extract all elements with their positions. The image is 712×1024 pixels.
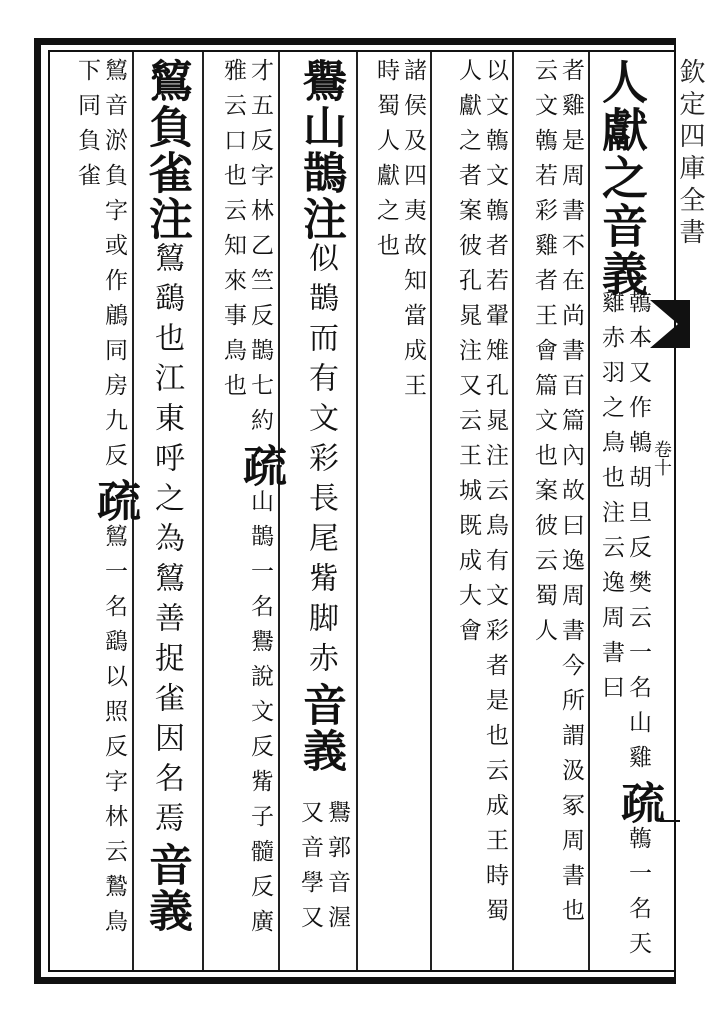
column-divider [512,52,514,970]
column-6 [208,58,286,966]
heading-text: 鸒山鵲注 [295,58,346,242]
note-text: 又音學又 [297,800,323,940]
column-4 [362,58,426,438]
yinyi-label: 音義 [295,682,346,774]
heading-text: 鶭負雀注 [141,58,192,242]
text-line: 以文鶾文鶾者若翬雉孔晁注云鳥有文彩者是也云 [482,58,508,793]
text-line: 鷂以照反字林云鷙鳥下同 [74,58,127,944]
yinyi-label: 音義 [141,842,192,934]
text-line: 冢周書也云文鶾若彩雞者王會篇文也案彼云蜀人 [531,58,584,933]
volume-label: 卷十 [651,440,672,476]
column-divider [202,52,204,970]
column-divider [430,52,432,970]
text-line: 負雀 [74,128,100,198]
text-line: 成王時蜀人獻之者案彼孔晁注又云王城既成大會 [455,58,508,933]
body-text: 似鵲而有文彩長尾觜脚赤 [303,242,338,682]
edge-title: 欽定四庫全書 [675,58,705,250]
text-line: 鶭一名 [101,524,127,629]
text-line: 者雞是周書不在尚書百篇內故曰逸周書今所謂汲 [558,58,584,793]
note-text: 鶾一名天雞赤羽之鳥也注云逸周書曰 [598,290,651,966]
column-divider [356,52,358,970]
text-line: 才五反字林乙竺反鵲七約 [247,58,273,443]
note-text: 鶾本又作鵫胡旦反樊云一名山雞 [625,290,651,780]
column-2 [518,58,584,966]
shu-mark: 疏 [613,780,664,826]
heading-text: 人獻之音義 [595,58,649,298]
text-line: 山鵲一名鸒說文 [247,489,273,734]
text-line: 云知來事鳥也 [220,198,246,408]
note-text: 鸒郭音渥 [324,800,350,940]
text-line: 諸侯及四夷故知當 [400,58,426,338]
text-line: 成王時蜀人獻之也 [373,58,426,408]
column-5-notes [286,800,350,970]
column-7 [138,58,198,966]
text-line: 反觜子髓反廣雅云口也 [220,58,273,944]
shu-mark: 疏 [235,443,286,489]
text-line: 鶭音淤負字或作鵳同房九反 [101,58,127,478]
column-divider [278,52,280,970]
body-text: 鶭鷂也江東呼之為鶭善捉雀因名焉 [149,242,184,842]
column-divider [588,52,590,970]
shu-mark: 疏 [89,478,140,524]
column-8 [56,58,140,966]
column-3 [436,58,508,966]
